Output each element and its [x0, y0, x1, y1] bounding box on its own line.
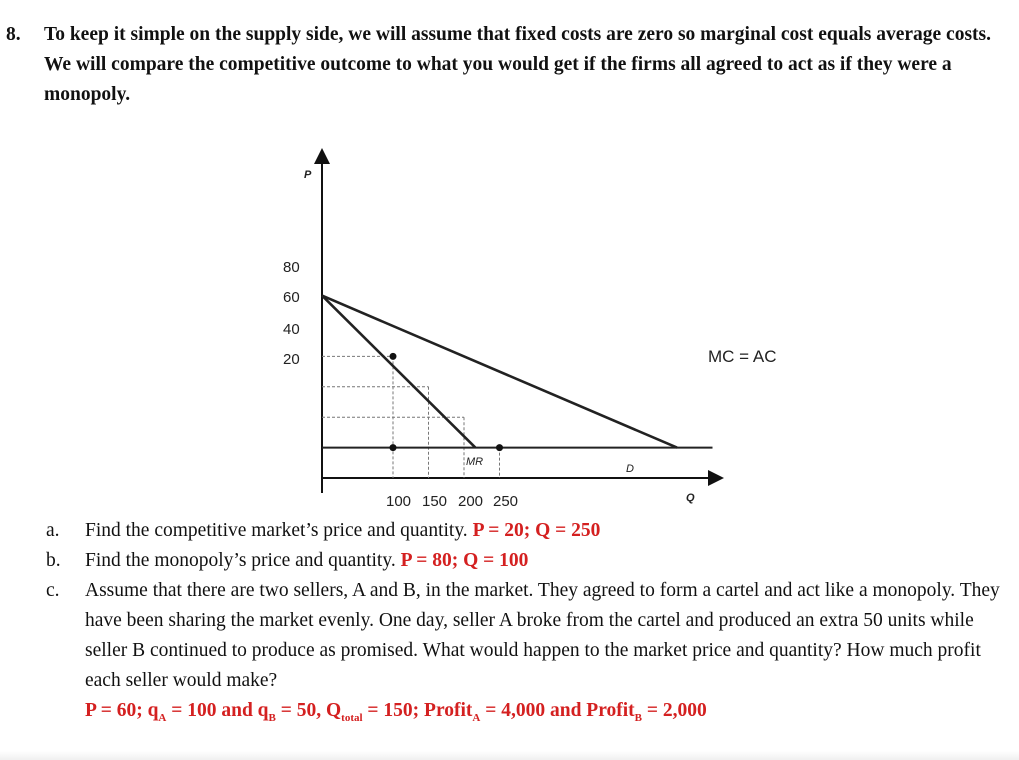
supply-demand-chart	[270, 148, 810, 514]
part-a	[46, 516, 1016, 546]
point-100-80	[390, 353, 397, 360]
x-tick-200: 200	[458, 493, 484, 510]
d-curve	[322, 296, 677, 448]
part-b	[46, 546, 1016, 576]
page-bottom-edge	[0, 751, 1019, 760]
mr-curve	[322, 296, 475, 448]
part-c	[46, 576, 1016, 733]
part-c-answer: P = 60; $q_A = 100$ and $q_B = 50$, $Q_{total} = 150$; Profit$_A$ = 4,000 and Profit$_B$ = 2,000	[85, 700, 707, 724]
part-a-text: Find the competitive market’s price and quantity.	[85, 520, 473, 541]
part-a-letter: a.	[46, 520, 60, 541]
x-tick-100: 100	[386, 493, 412, 510]
part-b-letter: b.	[46, 550, 61, 571]
y-tick-20: 20	[283, 351, 300, 368]
question-parts	[46, 516, 1016, 733]
mr-label: MR	[466, 456, 484, 468]
part-a-answer: P = 20; Q = 250	[472, 520, 601, 541]
question-text: To keep it simple on the supply side, we will assume that fixed costs are zero so marginal cost equals average costs. We will compare the competitive outcome to what you would get if the firms all agreed to act as if they were a monopoly.	[44, 24, 991, 105]
mcac-label: MC = AC	[708, 347, 777, 366]
q-axis-label: Q	[686, 492, 695, 504]
x-tick-150: 150	[422, 493, 448, 510]
part-c-text: Assume that there are two sellers, A and B, in the market. They agreed to form a cartel and act like a monopoly. They have been sharing the market evenly. One day, seller A broke from the cartel and produced an extra 50 units while seller B continued to produce as promised. What would happen to the market price and quantity? How much profit each seller would make?	[85, 580, 1000, 691]
part-b-text: Find the monopoly’s price and quantity.	[85, 550, 401, 571]
question-8	[6, 20, 1014, 110]
y-tick-40: 40	[283, 321, 300, 338]
x-tick-250: 250	[493, 493, 519, 510]
y-tick-80: 80	[283, 259, 300, 276]
marked-points	[390, 353, 504, 451]
point-100-20	[390, 444, 397, 451]
y-tick-60: 60	[283, 289, 300, 306]
d-label: D	[626, 463, 634, 475]
question-number: 8.	[6, 24, 21, 45]
curves	[322, 296, 713, 448]
part-c-letter: c.	[46, 580, 60, 601]
part-b-answer: P = 80; Q = 100	[400, 550, 529, 571]
point-250-20	[496, 444, 503, 451]
p-axis-label: P	[304, 169, 312, 181]
